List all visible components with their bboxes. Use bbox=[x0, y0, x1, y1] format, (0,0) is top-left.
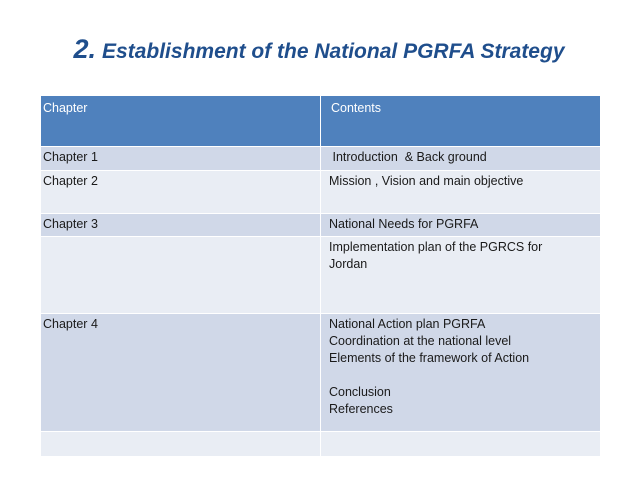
table-row bbox=[41, 237, 601, 314]
contents-line: Conclusion bbox=[329, 385, 391, 399]
table-row bbox=[41, 171, 601, 214]
chapter-cell bbox=[41, 237, 321, 314]
contents-line: Coordination at the national level bbox=[329, 334, 512, 348]
contents-line: Elements of the framework of Action bbox=[329, 351, 530, 365]
chapter-cell: Chapter 1 bbox=[41, 147, 321, 171]
chapter-cell: Chapter 3 bbox=[41, 214, 321, 237]
title-number: 2. bbox=[73, 34, 97, 64]
contents-line: References bbox=[329, 402, 393, 416]
slide-title bbox=[0, 34, 638, 65]
chapter-cell bbox=[41, 432, 321, 457]
contents-line: Mission , Vision and main objective bbox=[329, 174, 524, 188]
title-text: Establishment of the National PGRFA Strategy bbox=[102, 40, 565, 63]
table-row bbox=[41, 147, 601, 171]
table-row bbox=[41, 432, 601, 457]
contents-line: National Action plan PGRFA bbox=[329, 317, 486, 331]
contents-cell bbox=[321, 171, 601, 214]
chapter-cell: Chapter 4 bbox=[41, 314, 321, 432]
table-row bbox=[41, 314, 601, 432]
chapter-cell: Chapter 2 bbox=[41, 171, 321, 214]
contents-line: Introduction & Back ground bbox=[329, 150, 487, 164]
table-header-row bbox=[41, 96, 601, 147]
strategy-table bbox=[40, 95, 601, 457]
contents-cell bbox=[321, 432, 601, 457]
contents-line: National Needs for PGRFA bbox=[329, 217, 479, 231]
header-contents: Contents bbox=[321, 96, 601, 147]
contents-cell bbox=[321, 214, 601, 237]
contents-cell bbox=[321, 147, 601, 171]
contents-line: Implementation plan of the PGRCS for bbox=[329, 240, 543, 254]
contents-spacer bbox=[329, 367, 594, 384]
header-chapter: Chapter bbox=[41, 96, 321, 147]
contents-cell bbox=[321, 237, 601, 314]
contents-line: Jordan bbox=[329, 257, 368, 271]
table-row bbox=[41, 214, 601, 237]
contents-cell bbox=[321, 314, 601, 432]
